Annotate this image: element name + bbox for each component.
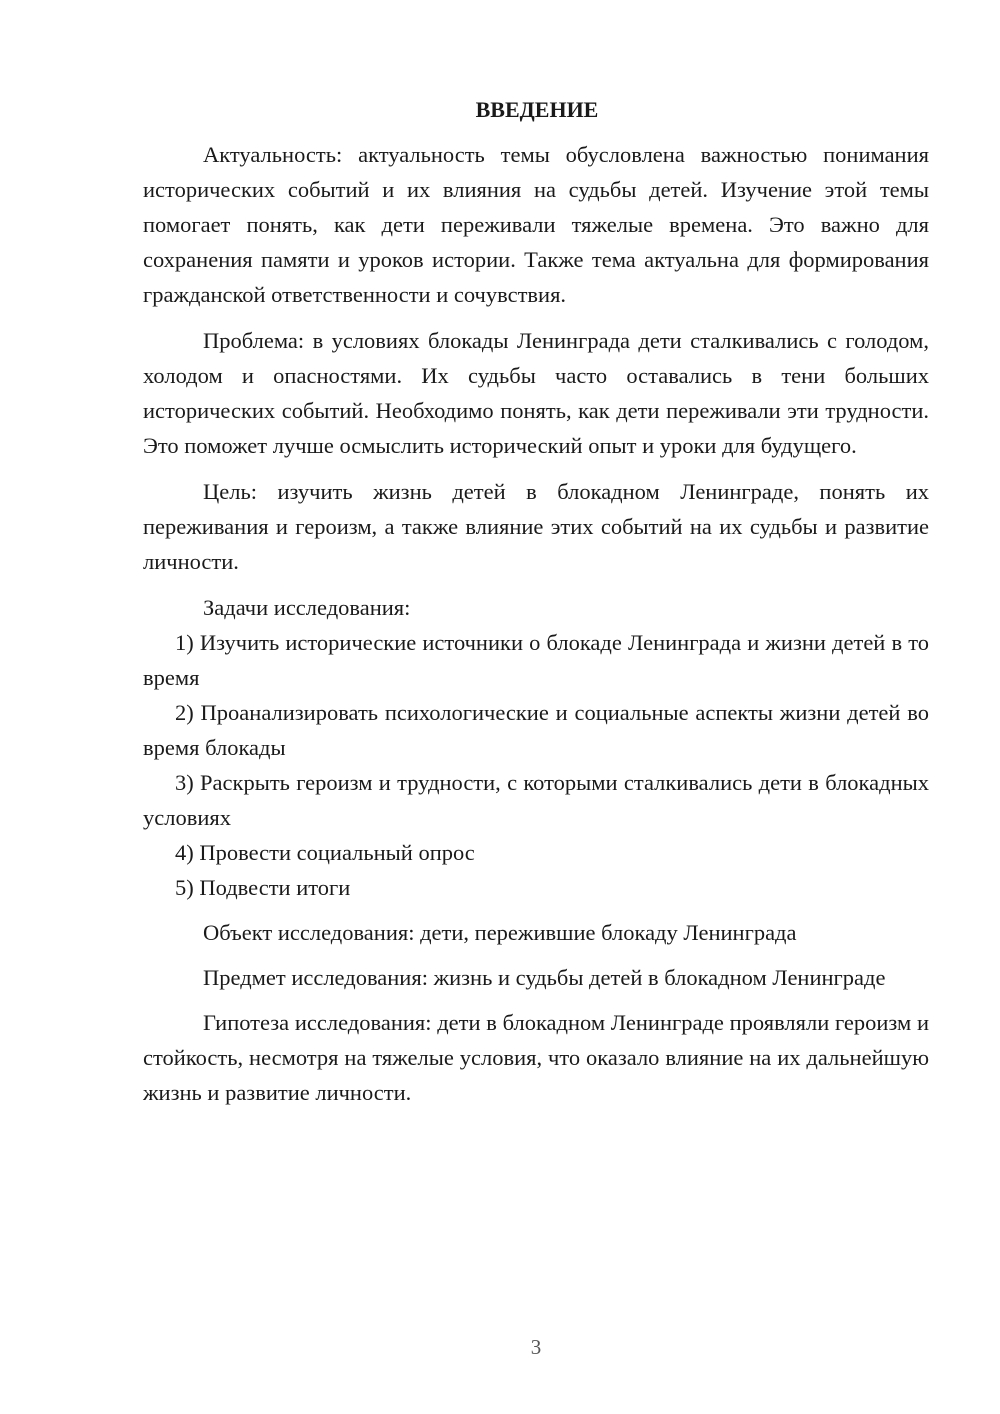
problem-paragraph: Проблема: в условиях блокады Ленинграда дети сталкивались с голодом, холодом и опасностями. Их судьбы часто оставались в тени больших исторических событий. Необходимо понять, как дети переживали эти трудности. Это поможет лучше осмыслить исторический опыт и уроки для будущего. (143, 328, 929, 458)
relevance-paragraph: Актуальность: актуальность темы обусловлена важностью понимания исторических событий и их влияния на судьбы детей. Изучение этой темы помогает понять, как дети переживали тяжелые времена. Это важно для сохранения памяти и уроков истории. Также тема актуальна для формирования гражданской ответственности и сочувствия. (143, 142, 929, 307)
task-item-5: 5) Подвести итоги (175, 875, 351, 900)
subject-paragraph: Предмет исследования: жизнь и судьбы детей в блокадном Ленинграде (203, 965, 886, 990)
task-item-1: 1) Изучить исторические источники о блокаде Ленинграда и жизни детей в то время (143, 630, 929, 690)
task-item-3: 3) Раскрыть героизм и трудности, с которыми сталкивались дети в блокадных условиях (143, 770, 929, 830)
object-paragraph: Объект исследования: дети, пережившие блокаду Ленинграда (203, 920, 797, 945)
hypothesis-paragraph: Гипотеза исследования: дети в блокадном Ленинграде проявляли героизм и стойкость, несмотря на тяжелые условия, что оказало влияние на их дальнейшую жизнь и развитие личности. (143, 1010, 929, 1105)
document-page (143, 92, 929, 1110)
section-title: ВВЕДЕНИЕ (475, 97, 599, 122)
tasks-heading: Задачи исследования: (203, 595, 411, 620)
goal-paragraph: Цель: изучить жизнь детей в блокадном Ленинграде, понять их переживания и героизм, а также влияние этих событий на их судьбы и развитие личности. (143, 479, 929, 574)
task-item-2: 2) Проанализировать психологические и социальные аспекты жизни детей во время блокады (143, 700, 929, 760)
task-item-4: 4) Провести социальный опрос (175, 840, 475, 865)
page-number: 3 (530, 1335, 542, 1359)
